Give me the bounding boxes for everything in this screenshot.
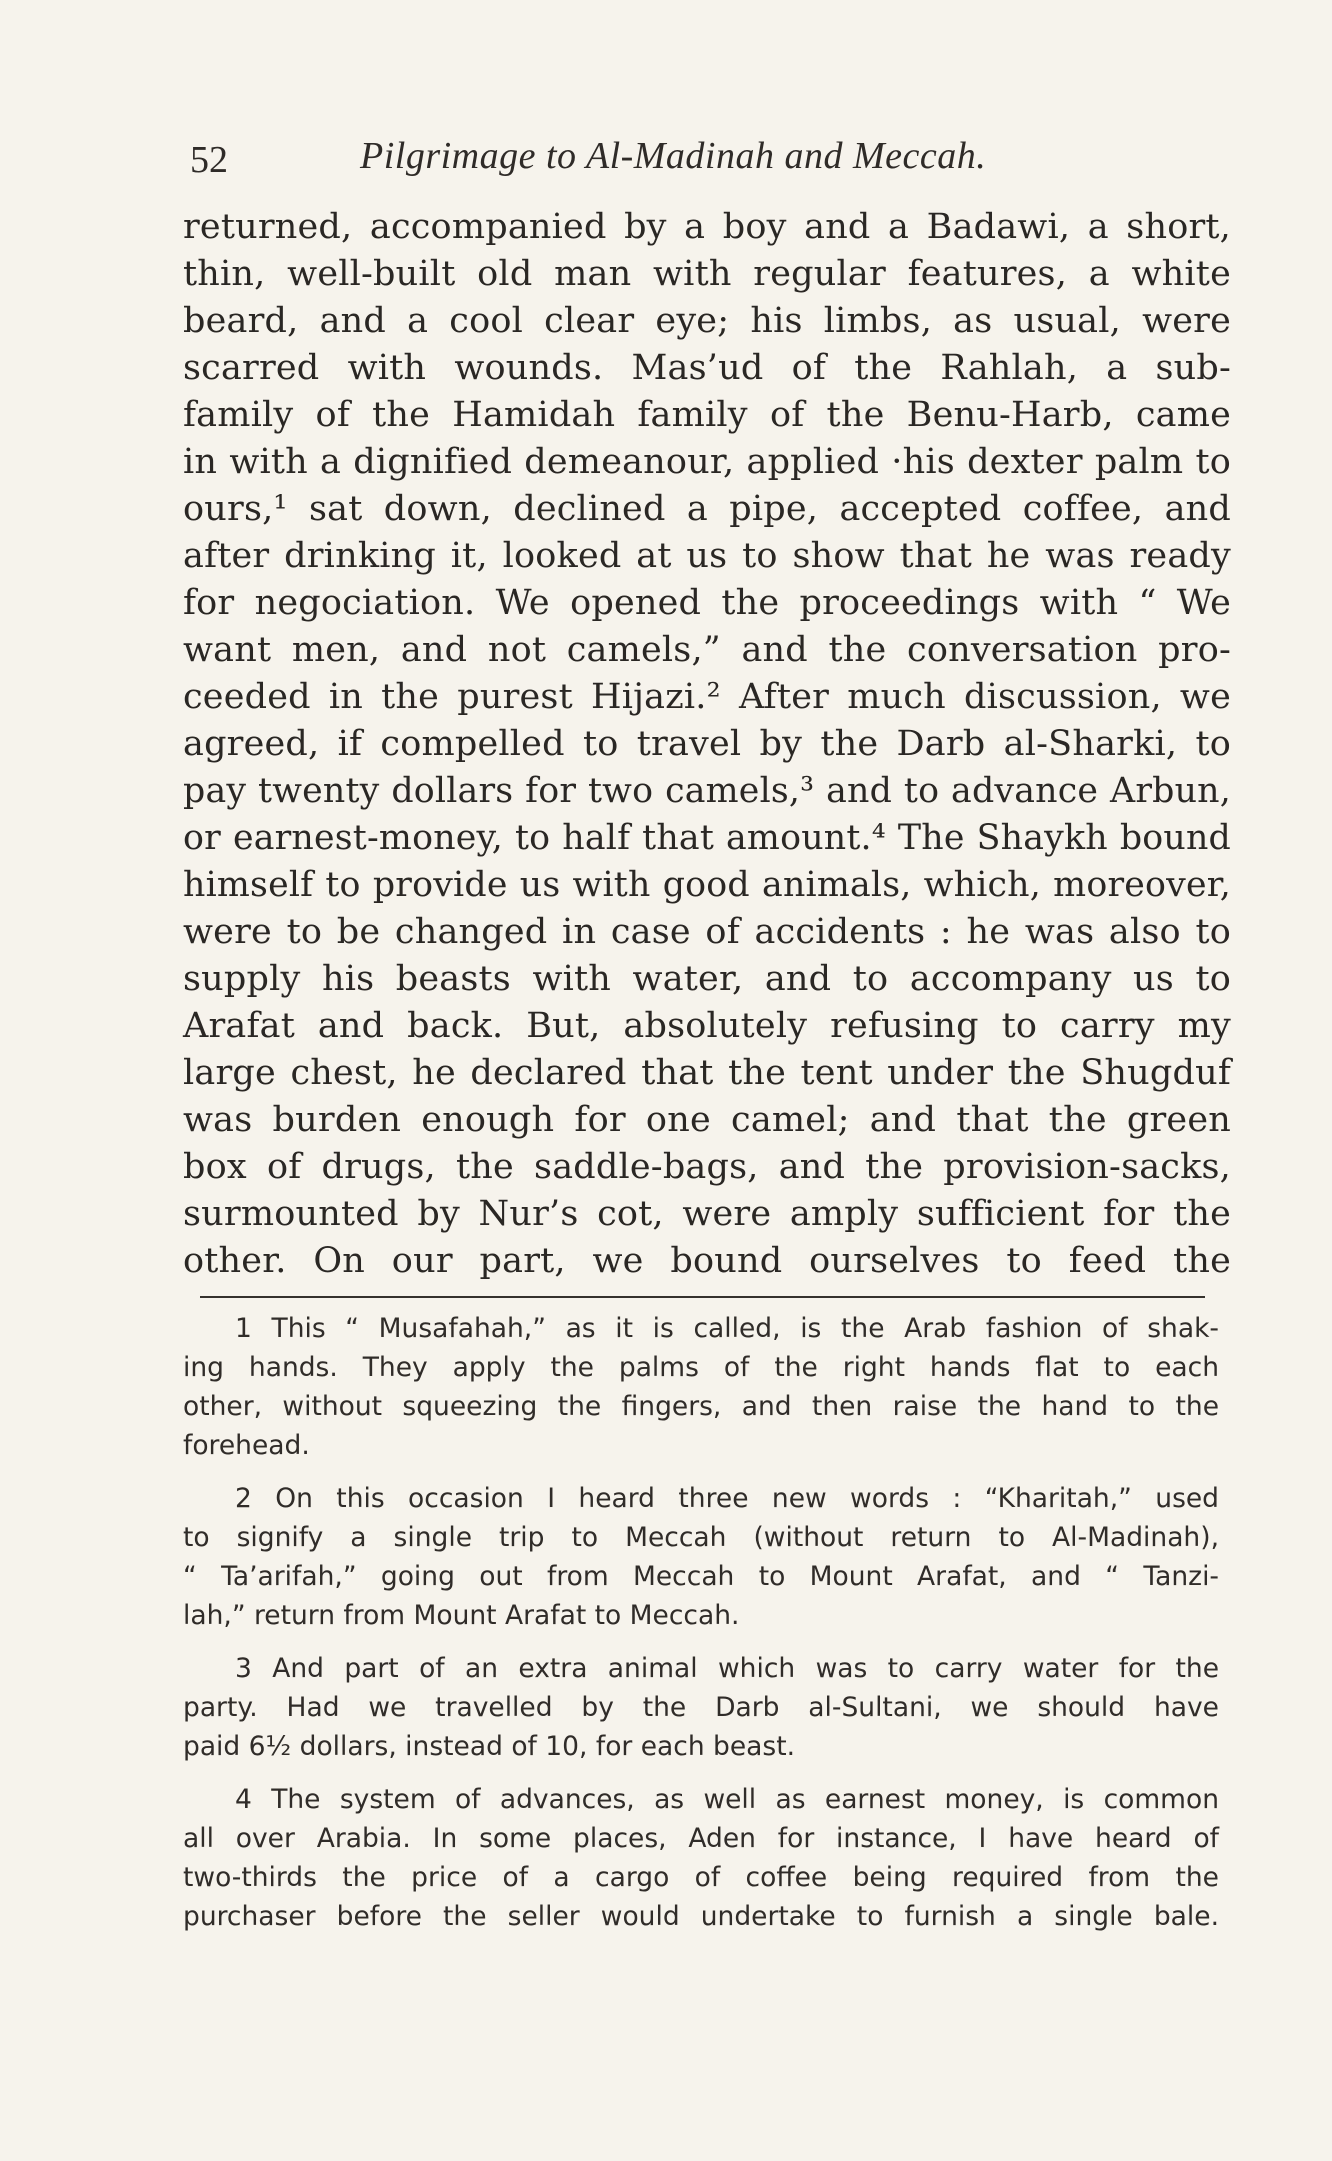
text-line: large chest, he declared that the tent under the Shugduf (183, 1053, 1231, 1093)
footnote-line: ing hands. They apply the palms of the right hands flat to each (183, 1352, 1219, 1383)
text-line: family of the Hamidah family of the Benu-Harb, came (183, 395, 1231, 435)
footnotes (183, 1309, 1219, 1950)
text-line: after drinking it, looked at us to show that he was ready (183, 536, 1231, 576)
footnote-line: all over Arabia. In some places, Aden for instance, I have heard of (183, 1823, 1219, 1854)
text-line: Arafat and back. But, absolutely refusing to carry my (183, 1006, 1231, 1046)
text-line: for negociation. We opened the proceedings with “ We (183, 583, 1231, 623)
text-line: scarred with wounds. Mas’ud of the Rahlah, a sub- (183, 348, 1231, 388)
footnote-line: party. Had we travelled by the Darb al-Sultani, we should have (183, 1692, 1219, 1723)
text-line: surmounted by Nur’s cot, were amply sufficient for the (183, 1194, 1231, 1234)
footnote-4 (183, 1780, 1219, 1936)
running-title: Pilgrimage to Al-Madinah and Meccah. (360, 135, 987, 177)
text-line: supply his beasts with water, and to accompany us to (183, 959, 1231, 999)
text-line: himself to provide us with good animals, which, moreover, (183, 865, 1231, 905)
footnote-1 (183, 1309, 1219, 1465)
text-line: box of drugs, the saddle-bags, and the provision-sacks, (183, 1147, 1231, 1187)
main-text (183, 204, 1231, 1285)
footnote-line: to signify a single trip to Meccah (without return to Al-Madinah), (183, 1522, 1219, 1553)
footnote-line: forehead. (183, 1430, 310, 1461)
text-line: returned, accompanied by a boy and a Badawi, a short, (183, 207, 1231, 247)
text-line: thin, well-built old man with regular features, a white (183, 254, 1231, 294)
text-line: was burden enough for one camel; and that the green (183, 1100, 1231, 1140)
footnote-line: purchaser before the seller would undertake to furnish a single bale. (183, 1901, 1219, 1932)
footnote-line: “ Ta’arifah,” going out from Meccah to Mount Arafat, and “ Tanzi- (183, 1561, 1219, 1592)
footnote-line: 4 The system of advances, as well as earnest money, is common (235, 1784, 1219, 1815)
footnote-3 (183, 1649, 1219, 1766)
text-line: want men, and not camels,” and the conversation pro- (183, 630, 1231, 670)
text-line: or earnest-money, to half that amount.⁴ The Shaykh bound (183, 818, 1231, 858)
footnote-line: other, without squeezing the fingers, and then raise the hand to the (183, 1391, 1219, 1422)
footnote-divider (200, 1296, 1205, 1298)
text-line: pay twenty dollars for two camels,³ and to advance Arbun, (183, 771, 1231, 811)
page-number: 52 (190, 139, 228, 181)
footnote-line: 2 On this occasion I heard three new words : “Kharitah,” used (235, 1483, 1219, 1514)
footnote-2 (183, 1479, 1219, 1635)
footnote-line: 1 This “ Musafahah,” as it is called, is the Arab fashion of shak- (235, 1313, 1219, 1344)
text-line: were to be changed in case of accidents : he was also to (183, 912, 1231, 952)
footnote-line: paid 6½ dollars, instead of 10, for each beast. (183, 1731, 796, 1762)
footnote-line: two-thirds the price of a cargo of coffee being required from the (183, 1862, 1219, 1893)
text-line: other. On our part, we bound ourselves to feed the (183, 1241, 1231, 1281)
text-line: beard, and a cool clear eye; his limbs, as usual, were (183, 301, 1231, 341)
text-line: in with a dignified demeanour, applied ·his dexter palm to (183, 442, 1231, 482)
page-header (190, 126, 1090, 186)
text-line: ceeded in the purest Hijazi.² After much discussion, we (183, 677, 1231, 717)
footnote-line: 3 And part of an extra animal which was to carry water for the (235, 1653, 1219, 1684)
text-line: agreed, if compelled to travel by the Darb al-Sharki, to (183, 724, 1231, 764)
footnote-line: lah,” return from Mount Arafat to Meccah. (183, 1600, 740, 1631)
text-line: ours,¹ sat down, declined a pipe, accepted coffee, and (183, 489, 1231, 529)
